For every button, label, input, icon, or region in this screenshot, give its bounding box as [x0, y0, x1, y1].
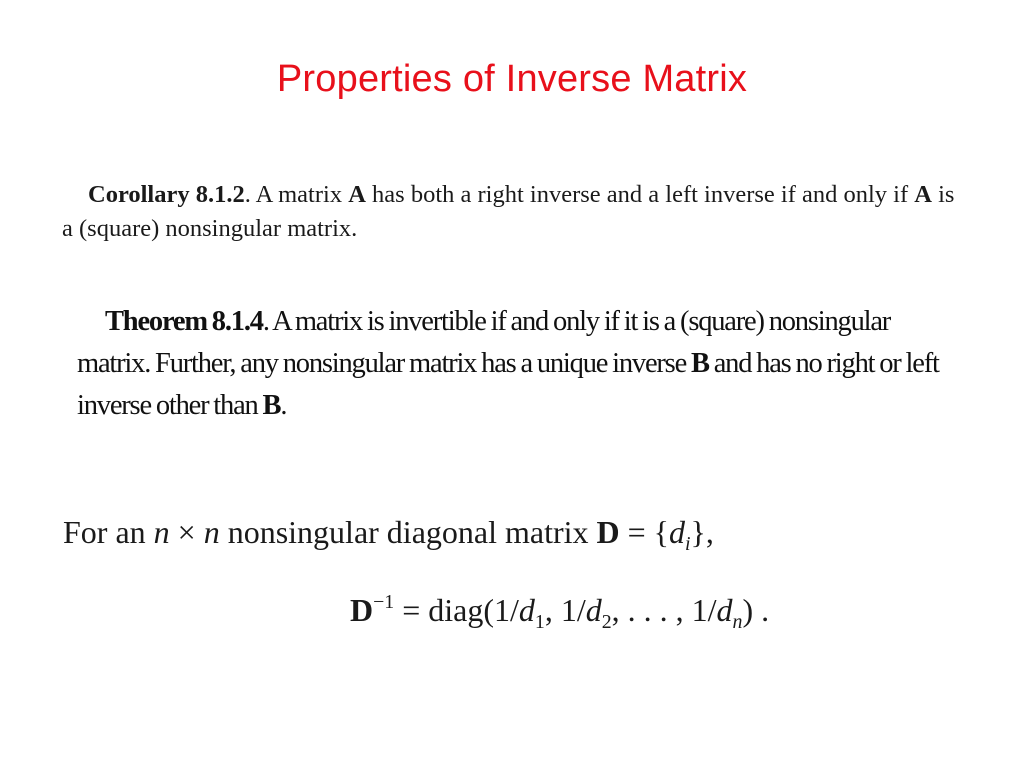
- theorem-text-2: and has no right or left inverse other than: [77, 348, 939, 421]
- formula-d2-sub: 2: [601, 610, 612, 633]
- corollary-paragraph: [62, 178, 962, 246]
- formula-dn-var: d: [716, 592, 733, 628]
- dimension-n-first: n: [153, 514, 170, 550]
- formula-d2-var: d: [585, 592, 602, 628]
- diagonal-matrix-d: D: [596, 514, 620, 550]
- formula-dn-sub: n: [732, 610, 743, 633]
- equals-symbol: =: [627, 514, 646, 550]
- diagonal-matrix-statement: [63, 510, 963, 554]
- times-symbol: ×: [177, 514, 196, 550]
- theorem-text-1: . A matrix is invertible if and only if it is a (square) nonsingular matrix. Further, any nonsingular matrix has a unique inverse: [77, 306, 891, 379]
- theorem-matrix-b: B: [690, 348, 709, 379]
- entry-subscript-i: i: [685, 532, 691, 555]
- formula-rhs-4: ) .: [742, 592, 770, 628]
- formula-rhs-3: , . . . , 1/: [611, 592, 717, 628]
- corollary-matrix-a: A: [348, 181, 366, 208]
- inverse-diagonal-formula: [350, 585, 990, 635]
- corollary-label: Corollary 8.1.2: [88, 181, 245, 208]
- theorem-matrix-b-second: B: [262, 390, 281, 421]
- set-close-brace: },: [690, 514, 714, 550]
- theorem-label: Theorem 8.1.4: [105, 306, 263, 337]
- diagonal-intro-2: nonsingular diagonal matrix: [219, 514, 597, 550]
- formula-d1-var: d: [518, 592, 535, 628]
- corollary-text-2: has both a right inverse and a left inverse if and only if: [365, 181, 915, 208]
- formula-d1-sub: 1: [534, 610, 545, 633]
- formula-lhs-d: D: [350, 592, 374, 628]
- diagonal-intro-1: For an: [63, 514, 154, 550]
- theorem-text-3: .: [280, 390, 287, 421]
- formula-rhs-1: diag(1/: [428, 592, 519, 628]
- formula-rhs-2: , 1/: [544, 592, 586, 628]
- slide-title: Properties of Inverse Matrix: [276, 58, 748, 100]
- theorem-paragraph: [77, 301, 952, 427]
- set-open-brace: {: [653, 514, 670, 550]
- corollary-text-3: is a (square) nonsingular matrix.: [62, 181, 955, 242]
- dimension-n-second: n: [203, 514, 220, 550]
- formula-exponent: −1: [373, 591, 395, 614]
- formula-equals: =: [402, 592, 421, 628]
- entry-d: d: [669, 514, 686, 550]
- corollary-text-1: . A matrix: [244, 181, 349, 208]
- corollary-matrix-a-second: A: [914, 181, 932, 208]
